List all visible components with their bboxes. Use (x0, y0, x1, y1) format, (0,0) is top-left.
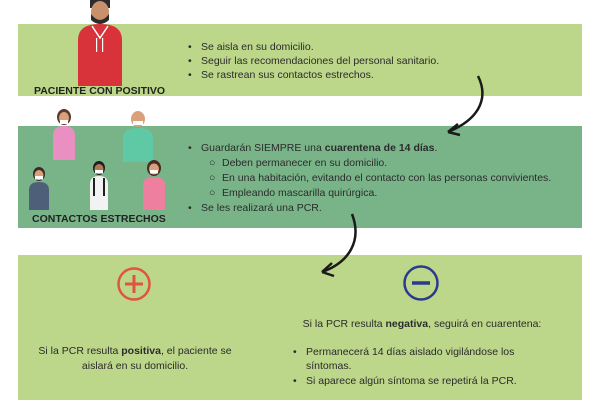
list-item: ○ Deben permanecer en su domicilio. (209, 157, 388, 169)
contact-person-icon (50, 108, 78, 160)
list-item: • Se les realizará una PCR. (188, 202, 322, 214)
close-contacts-label: CONTACTOS ESTRECHOS (32, 213, 166, 225)
positive-patient-label: PACIENTE CON POSITIVO (34, 85, 166, 97)
list-item: • Si aparece algún síntoma se repetirá la PCR. (293, 375, 517, 387)
list-item: • Seguir las recomendaciones del personal sanitario. (188, 55, 440, 67)
plus-circle-icon (116, 266, 152, 302)
negative-result-text: Si la PCR resulta negativa, seguirá en cuarentena: (302, 318, 542, 330)
contact-person-icon (140, 160, 168, 210)
contact-person-icon (86, 160, 112, 210)
list-item: • Se aisla en su domicilio. (188, 41, 314, 53)
contact-person-icon (120, 110, 156, 162)
patient-figure (70, 0, 130, 86)
positive-result-text: Si la PCR resulta positiva, el paciente se aislará en su domicilio. (38, 345, 232, 372)
list-item: • Se rastrean sus contactos estrechos. (188, 69, 374, 81)
list-item: ○ En una habitación, evitando el contacto con las personas convivientes. (209, 172, 552, 184)
list-item: • Permanecerá 14 días aislado vigilándose los (293, 346, 515, 358)
curved-arrow-icon (438, 74, 490, 140)
curved-arrow-icon (312, 212, 362, 282)
list-item: ○ Empleando mascarilla quirúrgica. (209, 187, 378, 199)
contact-person-icon (26, 166, 52, 210)
list-item: síntomas. (306, 360, 352, 372)
list-item: • Guardarán SIEMPRE una cuarentena de 14 días. (188, 142, 438, 154)
minus-circle-icon (402, 264, 440, 302)
